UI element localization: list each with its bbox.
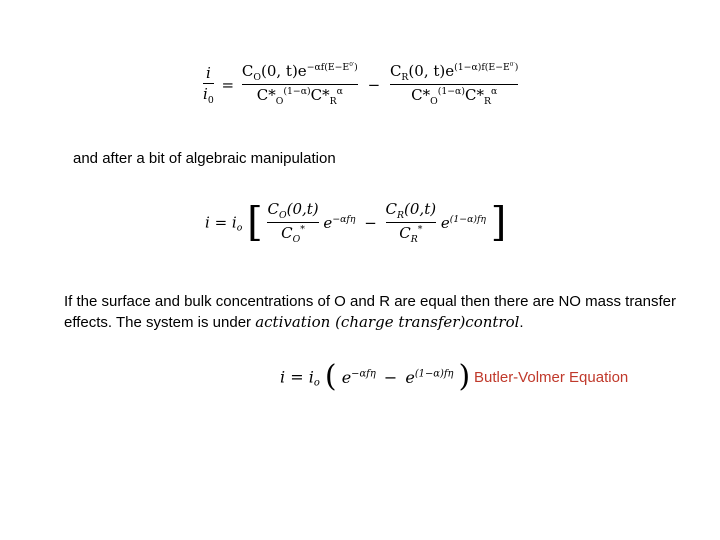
eq2-minus: − bbox=[364, 213, 377, 232]
eq1-t1-exp-close: ) bbox=[354, 62, 358, 74]
eq1-t2-den-co: C* bbox=[411, 86, 431, 105]
eq3-close-paren: ) bbox=[458, 359, 471, 394]
eq1-equals: = bbox=[221, 75, 235, 94]
eq2-e2: e bbox=[440, 213, 450, 232]
equation-3-butler-volmer bbox=[280, 359, 471, 394]
eq1-t1-den-co-sub: O bbox=[275, 96, 284, 108]
eq2-t1-num: C bbox=[267, 200, 279, 218]
eq1-t2-c: C bbox=[389, 62, 402, 81]
eq2-t1-den: C bbox=[281, 224, 293, 242]
eq1-t1-exp: −αf(E−E bbox=[306, 62, 350, 74]
eq1-lhs-den: i bbox=[203, 84, 208, 103]
eq1-t2-den-co-sup: (1−α) bbox=[437, 86, 465, 98]
eq1-t1-body: (0, t)e bbox=[260, 62, 307, 81]
eq3-e2-sup: (1−α)fη bbox=[414, 368, 454, 380]
eq2-t1-den-sub: O bbox=[292, 234, 301, 245]
eq2-t1-num-b: (0,t) bbox=[286, 200, 319, 218]
eq1-t2-body: (0, t)e bbox=[408, 62, 455, 81]
eq3-lhs: i = i bbox=[280, 367, 314, 387]
eq1-t2-exp-sup: 0′ bbox=[509, 62, 515, 68]
eq2-term-1-fraction bbox=[267, 200, 318, 245]
eq2-t2-den-sub: R bbox=[410, 234, 418, 245]
eq2-t1-num-sub: O bbox=[278, 210, 287, 221]
eq1-t1-c: C bbox=[241, 62, 254, 81]
eq1-t2-den-cr: C* bbox=[464, 86, 484, 105]
eq3-e2: e bbox=[405, 367, 415, 387]
eq3-e1: e bbox=[341, 367, 352, 387]
eq1-t1-den-co-sup: (1−α) bbox=[283, 86, 311, 98]
eq3-lhs-sub: o bbox=[313, 377, 320, 389]
text-activation-control: activation (charge transfer)control bbox=[255, 313, 520, 331]
text-algebraic-manipulation: and after a bit of algebraic manipulation bbox=[73, 150, 336, 167]
eq1-t1-den-cr-sup: α bbox=[336, 86, 343, 98]
equation-1 bbox=[203, 62, 518, 107]
text-mass-transfer-end: . bbox=[519, 314, 524, 331]
eq2-term-2-fraction bbox=[386, 200, 437, 245]
eq2-e1: e bbox=[323, 213, 333, 232]
eq2-lhs-sub: o bbox=[236, 222, 243, 234]
eq2-e2-sup: (1−α)fη bbox=[449, 213, 486, 225]
eq1-t1-exp-sup: 0′ bbox=[349, 62, 355, 68]
eq1-t2-den-co-sub: O bbox=[430, 96, 438, 108]
eq1-term-2 bbox=[390, 62, 518, 107]
text-mass-transfer bbox=[64, 291, 689, 333]
equation-2 bbox=[205, 200, 506, 245]
eq2-t2-num-sub: R bbox=[397, 210, 405, 221]
eq1-t1-den-co: C* bbox=[256, 86, 276, 105]
eq1-t2-exp-close: ) bbox=[514, 62, 519, 74]
eq2-t1-den-sup: * bbox=[300, 224, 305, 235]
eq1-lhs-den-sub: 0 bbox=[207, 94, 214, 106]
eq1-term-1 bbox=[242, 62, 358, 107]
eq2-t2-den: C bbox=[399, 224, 411, 242]
eq1-t1-den-cr: C* bbox=[310, 86, 330, 105]
eq1-t2-exp: (1−α)f(E−E bbox=[454, 62, 510, 74]
eq2-t2-num: C bbox=[385, 200, 398, 218]
label-butler-volmer-equation: Butler-Volmer Equation bbox=[474, 369, 629, 386]
text-mass-transfer-plain: If the surface and bulk concentrations of O and R are equal then there are NO mass transfer effects. The system is under bbox=[64, 293, 676, 331]
eq3-open-paren: ( bbox=[324, 359, 337, 394]
eq1-t1-c-sub: O bbox=[253, 72, 261, 84]
eq1-t2-den-cr-sup: α bbox=[490, 86, 498, 98]
eq1-t1-den-cr-sub: R bbox=[329, 96, 337, 108]
eq2-lhs: i = i bbox=[205, 213, 237, 232]
eq3-e1-sup: −αfη bbox=[351, 368, 376, 380]
eq1-lhs-fraction bbox=[203, 64, 214, 106]
eq1-t2-c-sub: R bbox=[401, 72, 409, 84]
eq2-t2-num-b: (0,t) bbox=[404, 200, 437, 218]
eq1-minus: − bbox=[367, 75, 381, 94]
eq2-t2-den-sup: * bbox=[417, 224, 423, 235]
eq1-lhs-num: i bbox=[205, 63, 211, 82]
eq1-t2-den-cr-sub: R bbox=[483, 96, 491, 108]
eq2-close-bracket: ] bbox=[490, 199, 507, 246]
eq2-e1-sup: −αfη bbox=[332, 213, 356, 225]
eq2-open-bracket: [ bbox=[247, 199, 263, 246]
eq3-minus: − bbox=[383, 367, 398, 387]
